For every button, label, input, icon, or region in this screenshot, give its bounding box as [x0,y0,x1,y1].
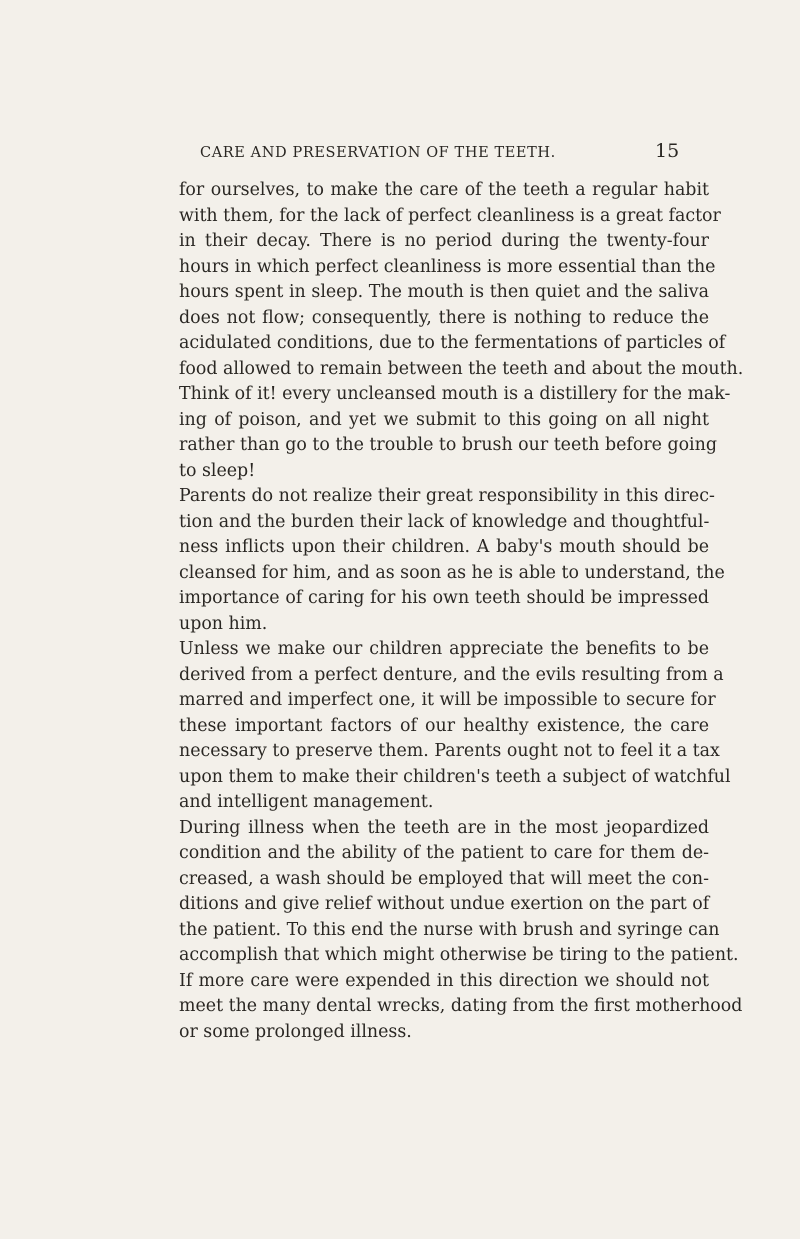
text-line: If more care were expended in this direction we should not [179,970,709,991]
text-line: does not flow; consequently, there is nothing to reduce the [179,307,709,328]
text-line: Parents do not realize their great responsibility in this direc- [179,486,715,506]
text-line: in their decay. There is no period during the twenty-four [179,231,709,251]
body-text [179,178,744,1045]
text-line: and intelligent management. [179,792,434,812]
text-line: rather than go to the trouble to brush our teeth before going [179,435,717,455]
text-line: ing of poison, and yet we submit to this going on all night [179,409,709,430]
text-line: with them, for the lack of perfect cleanliness is a great factor [179,205,721,226]
text-line: ditions and give relief without undue exertion on the part of [179,894,710,914]
text-line: upon him. [179,613,268,634]
text-line: the patient. To this end the nurse with brush and syringe can [179,919,720,940]
text-line: these important factors of our healthy existence, the care [179,715,709,736]
text-line: derived from a perfect denture, and the evils resulting from a [179,664,724,685]
text-line: meet the many dental wrecks, dating from the first motherhood [179,996,743,1016]
text-line: condition and the ability of the patient to care for them de- [179,843,709,863]
text-line: Unless we make our children appreciate the benefits to be [179,639,709,659]
text-line: Think of it! every uncleansed mouth is a distillery for the mak- [179,384,731,404]
running-head-title: CARE AND PRESERVATION OF THE TEETH. [200,145,556,161]
text-line: cleansed for him, and as soon as he is able to understand, the [179,562,725,583]
text-line: hours in which perfect cleanliness is more essential than the [179,256,716,277]
page-number: 15 [655,140,680,162]
text-line: importance of caring for his own teeth should be impressed [179,588,709,608]
text-line: creased, a wash should be employed that will meet the con- [179,868,709,889]
text-line: During illness when the teeth are in the most jeopardized [179,817,709,838]
text-line: to sleep! [179,460,256,481]
text-line: or some prolonged illness. [179,1021,412,1042]
text-line: acidulated conditions, due to the fermentations of particles of [179,333,726,353]
text-line: hours spent in sleep. The mouth is then quiet and the saliva [179,282,709,302]
text-line: tion and the burden their lack of knowledge and thoughtful- [179,511,710,532]
text-line: accomplish that which might otherwise be tiring to the patient. [179,945,739,965]
text-line: ness inflicts upon their children. A baby's mouth should be [179,537,709,557]
text-line: marred and imperfect one, it will be impossible to secure for [179,690,716,710]
text-line: for ourselves, to make the care of the teeth a regular habit [179,180,709,200]
text-line: food allowed to remain between the teeth and about the mouth. [179,358,744,379]
text-line: necessary to preserve them. Parents ought not to feel it a tax [179,741,720,761]
text-line: upon them to make their children's teeth a subject of watchful [179,766,731,787]
